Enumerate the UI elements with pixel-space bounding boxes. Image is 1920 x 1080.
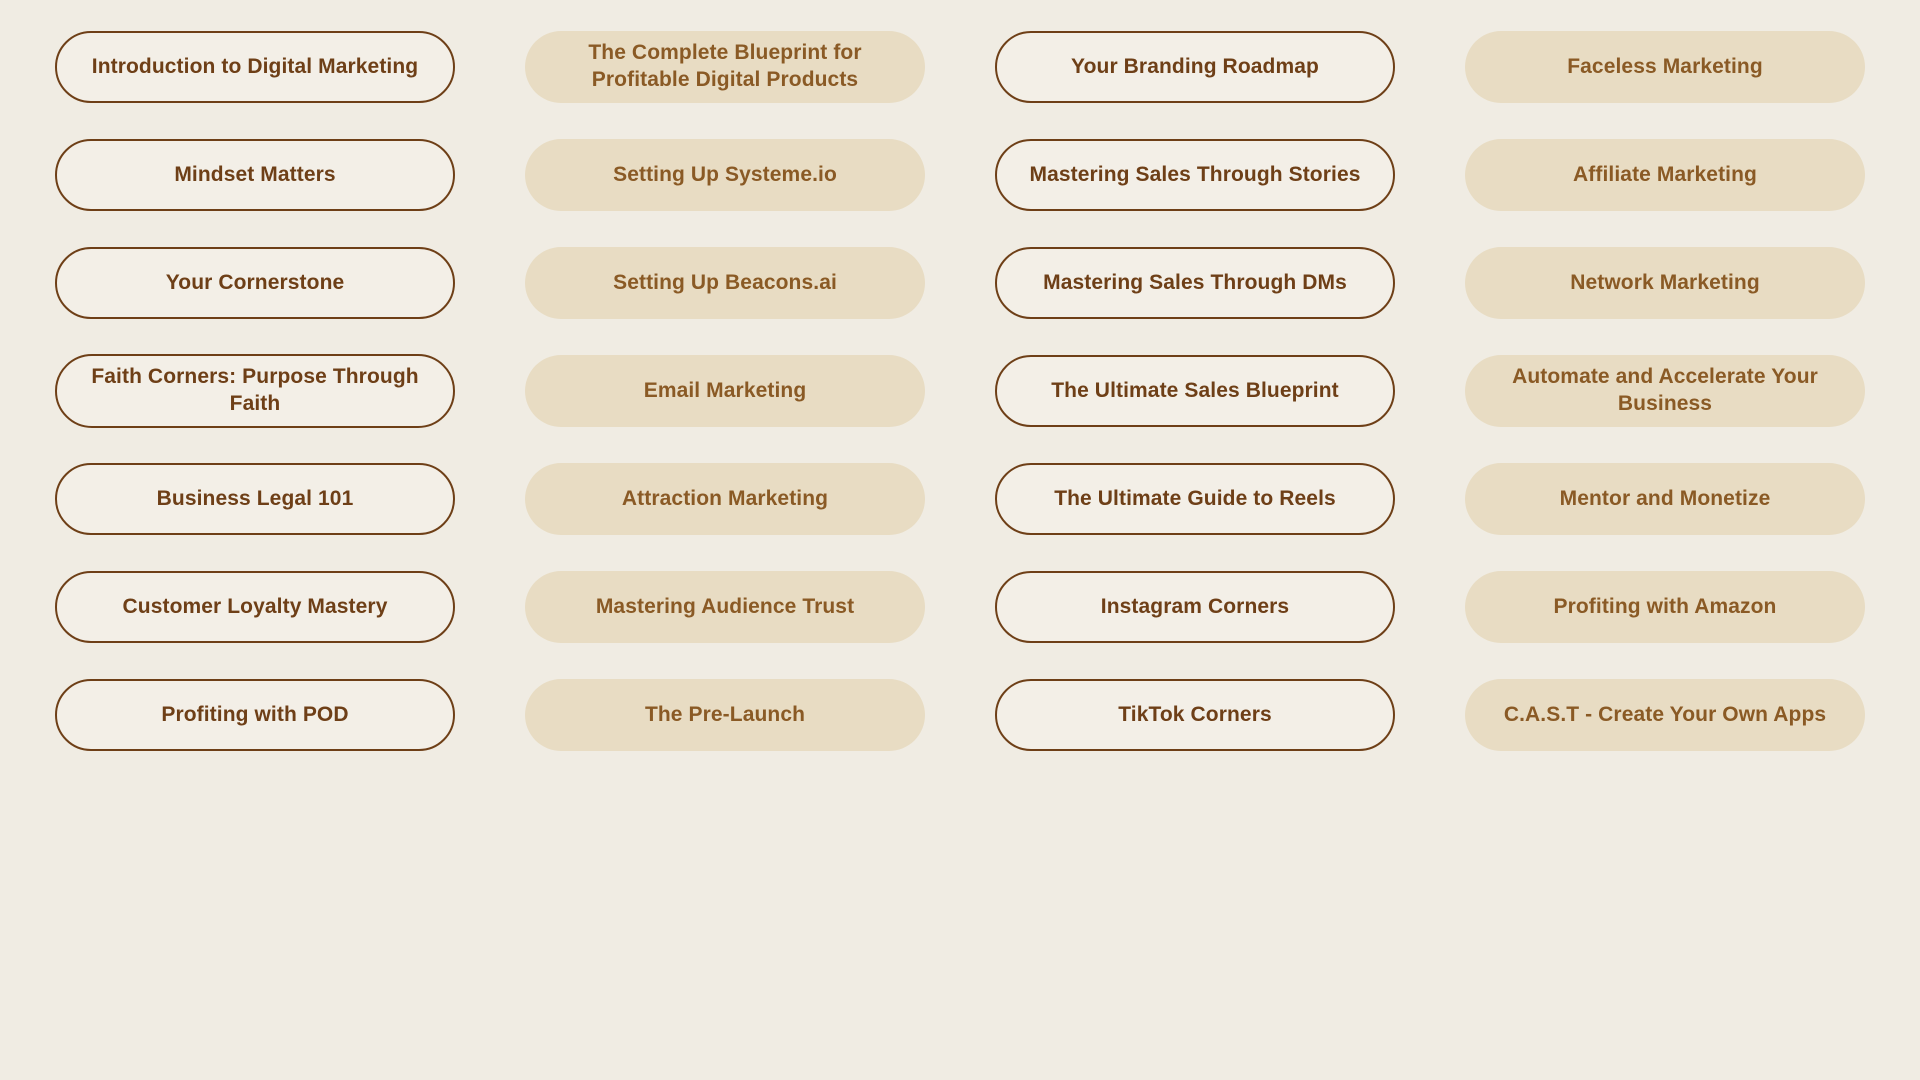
module-button[interactable]: TikTok Corners — [995, 679, 1395, 751]
grid-cell — [50, 30, 460, 104]
module-button[interactable]: Profiting with POD — [55, 679, 455, 751]
module-button[interactable]: Mastering Sales Through DMs — [995, 247, 1395, 319]
modules-grid — [50, 30, 1870, 752]
module-button[interactable]: Introduction to Digital Marketing — [55, 31, 455, 103]
module-button[interactable]: Email Marketing — [525, 355, 925, 427]
grid-cell — [520, 246, 930, 320]
module-button[interactable]: The Pre-Launch — [525, 679, 925, 751]
module-button[interactable]: Your Cornerstone — [55, 247, 455, 319]
grid-cell — [1460, 246, 1870, 320]
module-button[interactable]: Instagram Corners — [995, 571, 1395, 643]
grid-cell — [520, 30, 930, 104]
grid-cell — [1460, 570, 1870, 644]
grid-cell — [520, 138, 930, 212]
module-button[interactable]: The Complete Blueprint for Profitable Digital Products — [525, 31, 925, 103]
module-button[interactable]: Setting Up Beacons.ai — [525, 247, 925, 319]
grid-cell — [520, 678, 930, 752]
module-button[interactable]: Attraction Marketing — [525, 463, 925, 535]
grid-cell — [990, 678, 1400, 752]
grid-cell — [990, 354, 1400, 428]
module-button[interactable]: Network Marketing — [1465, 247, 1865, 319]
module-button[interactable]: Setting Up Systeme.io — [525, 139, 925, 211]
grid-cell — [520, 462, 930, 536]
grid-cell — [990, 570, 1400, 644]
grid-cell — [50, 138, 460, 212]
grid-cell — [50, 678, 460, 752]
module-button[interactable]: Profiting with Amazon — [1465, 571, 1865, 643]
module-button[interactable]: Customer Loyalty Mastery — [55, 571, 455, 643]
grid-cell — [520, 354, 930, 428]
module-button[interactable]: The Ultimate Sales Blueprint — [995, 355, 1395, 427]
grid-cell — [990, 246, 1400, 320]
grid-cell — [990, 138, 1400, 212]
module-button[interactable]: Mentor and Monetize — [1465, 463, 1865, 535]
module-button[interactable]: Faceless Marketing — [1465, 31, 1865, 103]
grid-cell — [1460, 462, 1870, 536]
module-button[interactable]: Mastering Audience Trust — [525, 571, 925, 643]
module-button[interactable]: Faith Corners: Purpose Through Faith — [55, 354, 455, 427]
grid-cell — [1460, 30, 1870, 104]
module-button[interactable]: Mindset Matters — [55, 139, 455, 211]
grid-cell — [990, 462, 1400, 536]
grid-cell — [1460, 138, 1870, 212]
module-button[interactable]: Automate and Accelerate Your Business — [1465, 355, 1865, 427]
module-button[interactable]: Your Branding Roadmap — [995, 31, 1395, 103]
module-button[interactable]: Affiliate Marketing — [1465, 139, 1865, 211]
grid-cell — [50, 246, 460, 320]
module-button[interactable]: The Ultimate Guide to Reels — [995, 463, 1395, 535]
grid-cell — [50, 462, 460, 536]
module-button[interactable]: C.A.S.T - Create Your Own Apps — [1465, 679, 1865, 751]
module-button[interactable]: Mastering Sales Through Stories — [995, 139, 1395, 211]
grid-cell — [520, 570, 930, 644]
grid-cell — [1460, 354, 1870, 428]
grid-cell — [50, 354, 460, 428]
grid-cell — [1460, 678, 1870, 752]
grid-cell — [50, 570, 460, 644]
module-button[interactable]: Business Legal 101 — [55, 463, 455, 535]
grid-cell — [990, 30, 1400, 104]
